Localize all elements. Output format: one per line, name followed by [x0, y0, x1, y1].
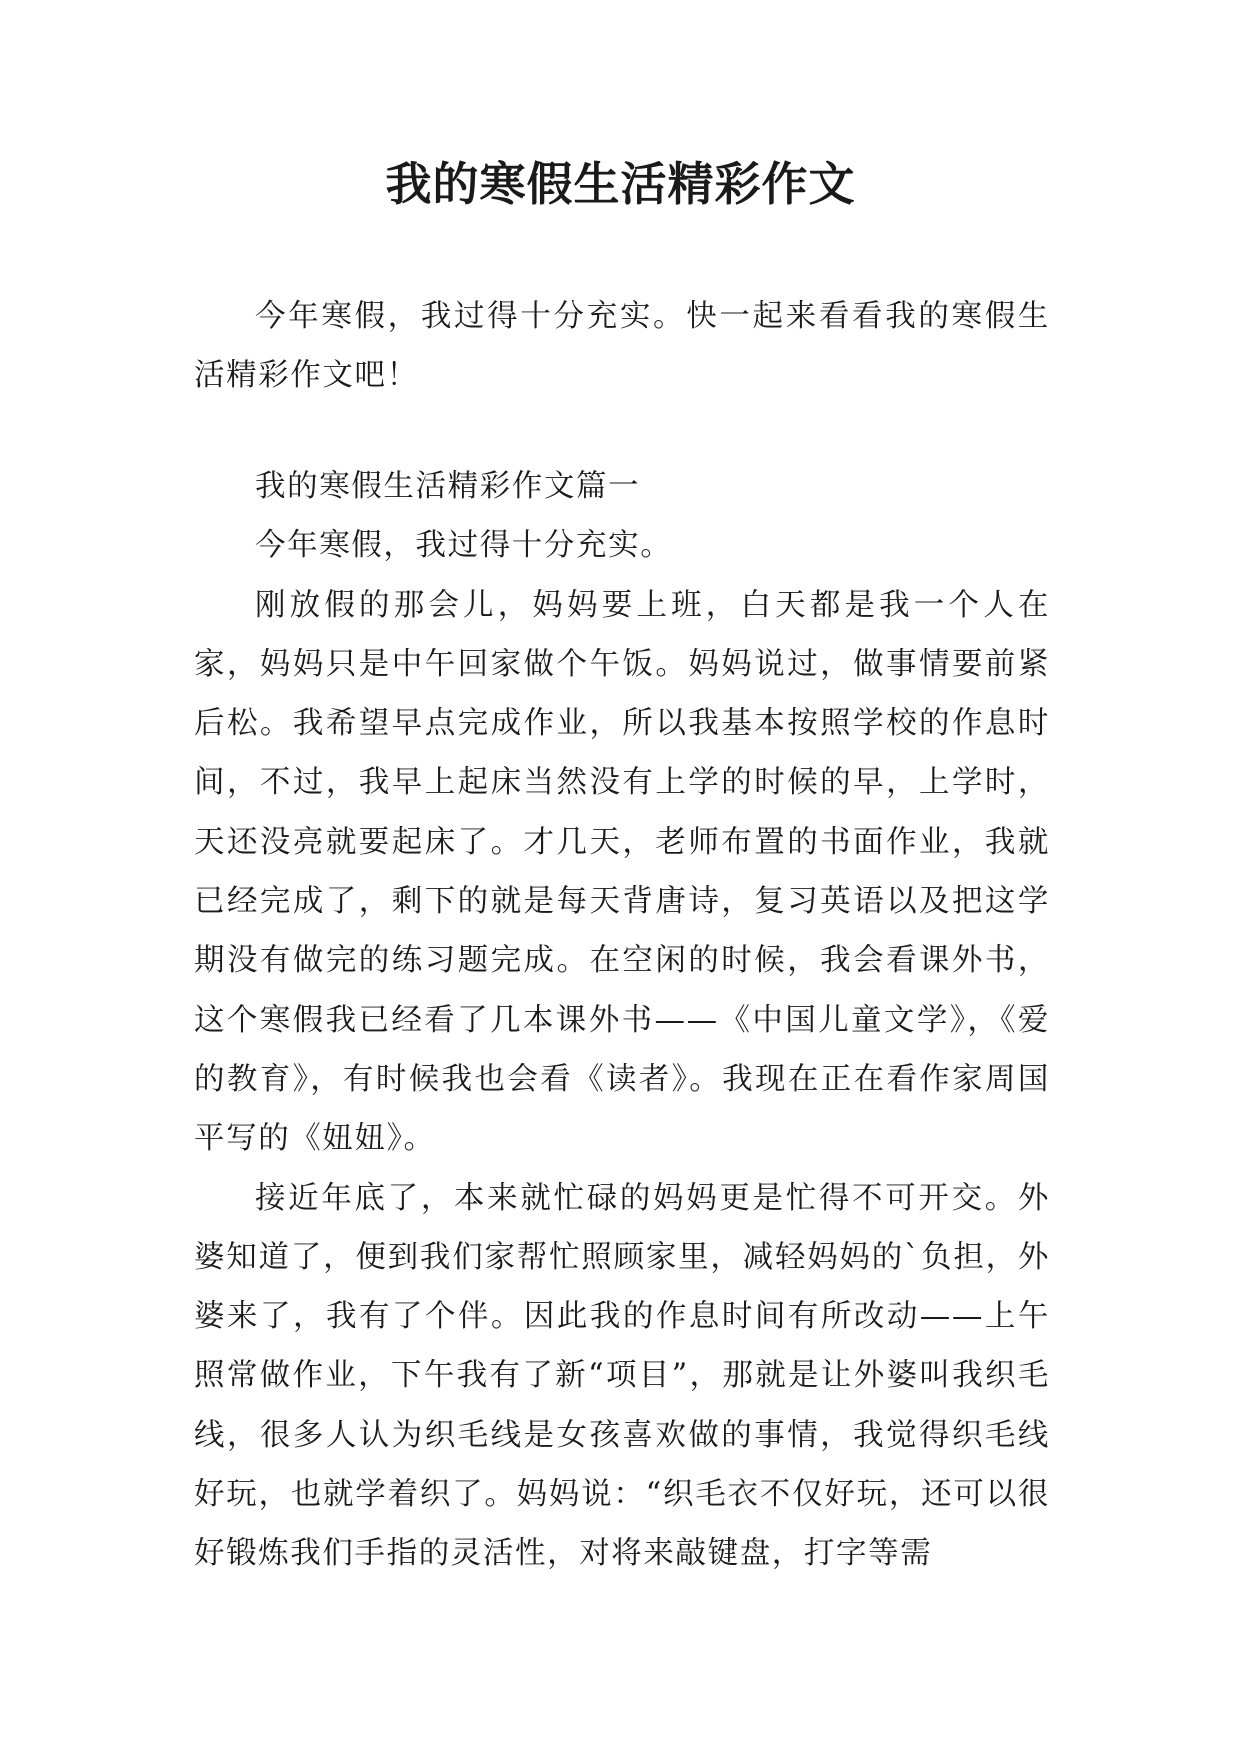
- paragraph: 接近年底了，本来就忙碌的妈妈更是忙得不可开交。外婆知道了，便到我们家帮忙照顾家里，减轻妈妈的`负担，外婆来了，我有了个伴。因此我的作息时间有所改动——上午照常做作业，下午我有了新“项目”，那就是让外婆叫我织毛线，很多人认为织毛线是女孩喜欢做的事情，我觉得织毛线好玩，也就学着织了。妈妈说：“织毛衣不仅好玩，还可以很好锻炼我们手指的灵活性，对将来敲键盘，打字等需: [194, 1180, 1050, 1572]
- paragraph: 今年寒假，我过得十分充实。: [255, 528, 673, 564]
- article-body: [194, 457, 1050, 1584]
- document-title: 我的寒假生活精彩作文: [385, 157, 856, 211]
- intro-paragraph: 今年寒假，我过得十分充实。快一起来看看我的寒假生活精彩作文吧！: [194, 299, 1050, 394]
- paragraph: 刚放假的那会儿，妈妈要上班，白天都是我一个人在家，妈妈只是中午回家做个午饭。妈妈说过，做事情要前紧后松。我希望早点完成作业，所以我基本按照学校的作息时间，不过，我早上起床当然没有上学的时候的早，上学时，天还没亮就要起床了。才几天，老师布置的书面作业，我就已经完成了，剩下的就是每天背唐诗，复习英语以及把这学期没有做完的练习题完成。在空闲的时候，我会看课外书，这个寒假我已经看了几本课外书——《中国儿童文学》，《爱的教育》，有时候我也会看《读者》。我现在正在看作家周国平写的《妞妞》。: [194, 587, 1050, 1157]
- section-heading: 我的寒假生活精彩作文篇一: [255, 469, 641, 504]
- intro-block: [194, 287, 1050, 406]
